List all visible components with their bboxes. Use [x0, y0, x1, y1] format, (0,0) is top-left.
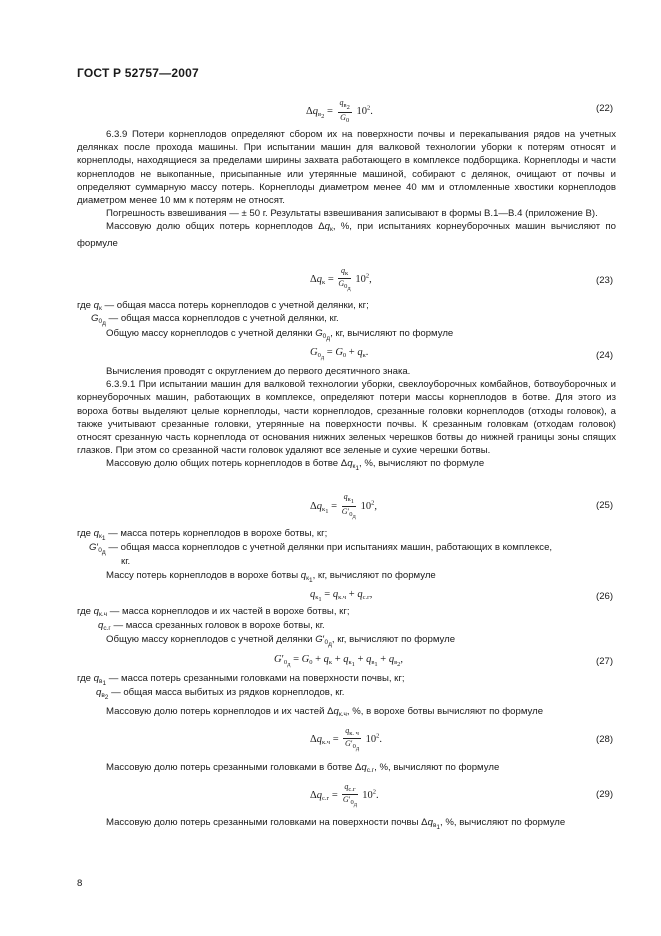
equation-number-28: (28)	[596, 734, 614, 745]
definition-q-v1: где $q_{в_1}$ — масса потерь срезанными головками на поверхности почвы, кг;	[77, 673, 405, 687]
formula-28: $\Delta q_{к.ч}$ = $\frac{q_{к. ч}}{G'_{0_д}}$ $10^2$.	[310, 726, 382, 752]
document-header: ГОСТ Р 52757—2007	[77, 66, 199, 80]
page-number: 8	[77, 878, 83, 889]
definition-unit: кг.	[121, 556, 131, 567]
equation-number-27: (27)	[596, 656, 614, 667]
definition-g-0d: $G_{0_д}$ — общая масса корнеплодов с учетной делянки, кг.	[91, 313, 339, 327]
formula-23: $\Delta q_к$ = $\frac{q_к}{G_{0_д}}$ $10^2$,	[310, 266, 372, 292]
definition-q-kch: где $q_{к.ч}$ — масса корнеплодов и их частей в ворохе ботвы, кг;	[77, 606, 350, 618]
paragraph-surface-heads	[77, 816, 616, 834]
paragraph-text: 6.3.9 Потери корнеплодов определяют сбором их на поверхности почвы и перекапывания рядов на учетных делянках после прохода машины. При испытании машин для валковой технологии уборки к потерям относят и корнеплоды, находящиеся за пределами ширины захвата работающего в комплексе подборщика. Корнеплоды и части корнеплодов не выкопанные, присыпанные или утерянные машиной, собирают с делянок, очищают от почвы и определяют суммарную массу потерь. Корнеплоды диаметром менее 40 мм и отломленные хвостики корнеплодов диаметром менее 10 мм к потерям не относят.	[77, 129, 616, 207]
equation-number-24: (24)	[596, 350, 614, 361]
paragraph-text: Массу потерь корнеплодов в ворохе ботвы $q_{к_1}$, кг, вычисляют по формуле	[106, 570, 436, 584]
paragraph-text: Массовую долю потерь срезанными головками в ботве $\Delta q_{с.г}$, %, вычисляют по формуле	[106, 762, 500, 774]
paragraph-text: Общую массу корнеплодов с учетной делянки $G_{0_д}$, кг, вычисляют по формуле	[106, 328, 454, 342]
formula-24: $G_{0_д} = G_0 + q_к$.	[310, 347, 369, 361]
paragraph-6-3-9	[77, 128, 616, 250]
paragraph-text: Массовую долю общих потерь корнеплодов в ботве $\Delta q_{к_1}$, %, вычисляют по формуле	[106, 458, 485, 473]
definition-q-k1: где $q_{к_1}$ — масса потерь корнеплодов в ворохе ботвы, кг;	[77, 528, 328, 542]
paragraph-text: 6.3.9.1 При испытании машин для валковой технологии уборки, свеклоуборочных комбайнов, ботвоуборочных и корнеуборочных машин, работающих в комплексе, определяют потери массы корнеплодов в ботве. Для этого из вороха ботвы выделяют целые корнеплоды, части корнеплодов, срезанные головки корнеплодов (отходы головок), а также учитывают срезанные головки, утерянные на поверхности почвы. К срезанным головкам (отходам головок) относят срезанную часть корнеплода от основания нижних зеленых черешков ботвы до нижней границы зоны спящих глазков. При этом со срезанной части головок удаляют все зеленые и сухие черешки ботвы.	[77, 379, 616, 457]
equation-number-22: (22)	[596, 103, 614, 114]
definition-q-v2: $q_{в_2}$ — общая масса выбитых из рядков корнеплодов, кг.	[96, 687, 345, 701]
formula-22: $\Delta q_{в_2}$ = $\frac{q_{в_2}}{G_0}$ $10^2$.	[306, 98, 373, 124]
definition-q-k: где $q_к$ — общая масса потерь корнеплодов с учетной делянки, кг;	[77, 300, 369, 312]
definition-q-sg: $q_{с.г}$ — масса срезанных головок в ворохе ботвы, кг.	[98, 620, 325, 632]
paragraph-text: Погрешность взвешивания — ± 50 г. Результаты взвешивания записывают в формы В.1—В.4 (приложение В).	[106, 208, 598, 220]
formula-27: $G'_{0_д} = G_0 + q_к + q_{к_1} + q_{в_1} + q_{в_2}$,	[274, 654, 404, 668]
equation-number-29: (29)	[596, 789, 614, 800]
paragraph-text: Массовую долю потерь корнеплодов и их частей $\Delta q_{к.ч}$, %, в ворохе ботвы вычисляют по формуле	[106, 706, 544, 718]
paragraph-text: Вычисления проводят с округлением до первого десятичного знака.	[106, 366, 411, 377]
equation-number-26: (26)	[596, 591, 614, 602]
definition-g-prime-0d: $G'_{0_д}$ — общая масса корнеплодов с учетной делянки при испытаниях машин, работающих в комплексе,	[89, 542, 553, 556]
paragraph-text: Массовую долю потерь срезанными головками на поверхности почвы $\Delta q_{в_1}$, %, вычисляют по формуле	[106, 817, 566, 831]
paragraph-text: Массовую долю общих потерь корнеплодов $\Delta q_к$, %, при испытаниях корнеуборочных машин вычисляют по формуле	[77, 221, 617, 249]
paragraph-text: Общую массу корнеплодов с учетной делянки $G'_{0_д}$, кг, вычисляют по формуле	[106, 634, 456, 648]
formula-26: $q_{к_1} = q_{к.ч} + q_{с.г}$,	[310, 589, 373, 603]
equation-number-25: (25)	[596, 500, 614, 511]
equation-number-23: (23)	[596, 275, 614, 286]
formula-25: $\Delta q_{к_1}$ = $\frac{q_{к_1}}{G'_{0_д}}$ $10^2$,	[310, 492, 378, 520]
paragraph-6-3-9-1	[77, 365, 616, 476]
formula-29: $\Delta q_{с.г}$ = $\frac{q_{с.г}}{G'_{0_д}}$ $10^2$.	[310, 782, 379, 808]
